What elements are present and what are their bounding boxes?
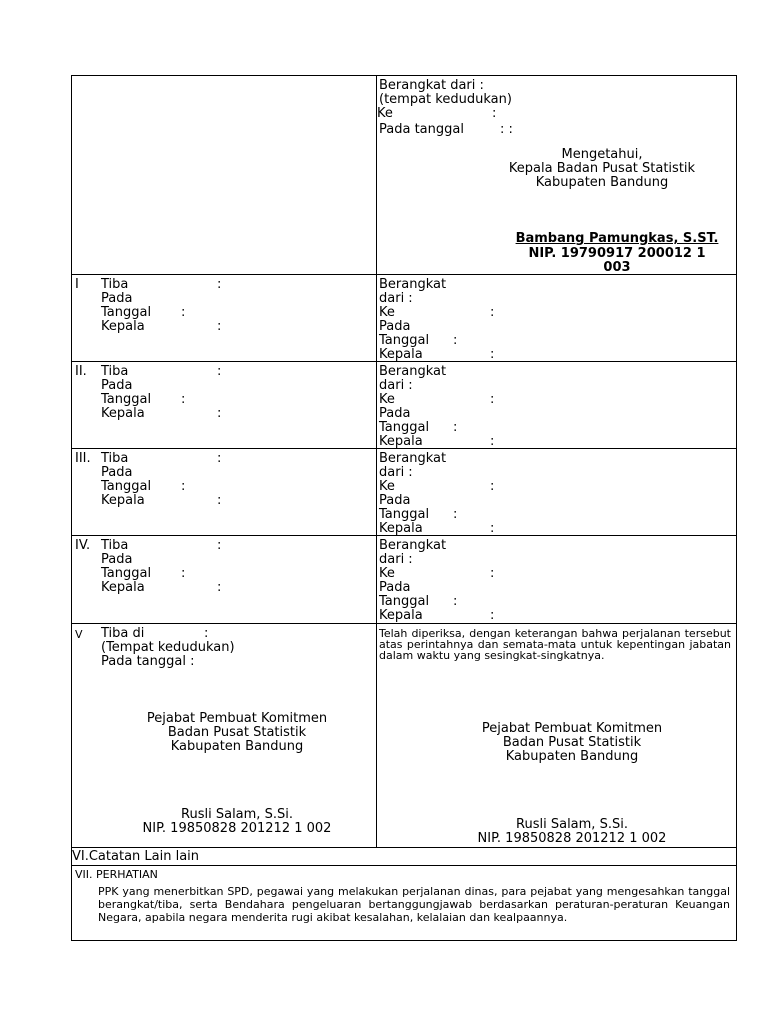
ke-colon: : xyxy=(490,392,495,407)
ke-label: Ke xyxy=(379,392,395,407)
kepala-label: Kepala xyxy=(101,319,145,334)
pada-label: Pada xyxy=(379,493,411,508)
pada-label: Pada xyxy=(101,378,133,393)
section-vi-row xyxy=(71,847,737,866)
section-v-left xyxy=(71,623,377,848)
jabatan-label: Kepala Badan Pusat Statistik xyxy=(508,161,696,176)
pada-label: Pada xyxy=(379,319,411,334)
pada-tanggal-colon: : : xyxy=(500,122,513,137)
perhatian-body: PPK yang menerbitkan SPD, pegawai yang melakukan perjalanan dinas, para pejabat yang mengesahkan tanggal berangkat/tiba, serta Bendahara pengeluaran bertanggungjawab berdasarkan peraturan-peraturan Keuangan Negara, apabila negara menderita rugi akibat kesalahan, kelalaian dan kealpaannya. xyxy=(98,885,730,924)
header-right-cell xyxy=(376,75,737,275)
tiba-label: Tiba xyxy=(101,364,129,379)
wilayah-label: Kabupaten Bandung xyxy=(170,739,304,754)
section-numeral: II. xyxy=(75,364,87,379)
signatory-name: Rusli Salam, S.Si. xyxy=(516,817,628,832)
keterangan-text: Telah diperiksa, dengan keterangan bahwa perjalanan tersebut atas perintahnya dan semata-mata untuk kepentingan jabatan dalam waktu yang sesingkat-singkatnya. xyxy=(379,627,731,662)
section-ii-right xyxy=(376,361,737,449)
dari-label: dari : xyxy=(379,465,413,480)
tanggal-label: Tanggal xyxy=(379,333,430,348)
section-iii-left xyxy=(71,448,377,536)
kepala-colon: : xyxy=(490,521,495,536)
berangkat-label: Berangkat xyxy=(379,277,447,292)
section-vii-row xyxy=(71,865,737,941)
dari-label: dari : xyxy=(379,291,413,306)
tanggal-colon: : xyxy=(453,594,458,609)
berangkat-dari-label: Berangkat dari : xyxy=(379,78,484,93)
tanggal-label: Tanggal xyxy=(379,507,430,522)
tempat-kedudukan-label: (Tempat kedudukan) xyxy=(101,640,235,655)
pada-label: Pada xyxy=(379,406,411,421)
kepala-colon: : xyxy=(217,406,222,421)
kepala-label: Kepala xyxy=(101,580,145,595)
instansi-label: Badan Pusat Statistik xyxy=(502,735,642,750)
tiba-colon: : xyxy=(217,451,222,466)
tanggal-colon: : xyxy=(453,507,458,522)
section-ii-left xyxy=(71,361,377,449)
wilayah-label: Kabupaten Bandung xyxy=(535,175,669,190)
section-numeral: III. xyxy=(75,451,91,466)
wilayah-label: Kabupaten Bandung xyxy=(505,749,639,764)
tanggal-colon: : xyxy=(453,420,458,435)
tempat-kedudukan-label: (tempat kedudukan) xyxy=(379,92,512,107)
kepala-label: Kepala xyxy=(101,406,145,421)
ke-label: Ke xyxy=(379,479,395,494)
kepala-label: Kepala xyxy=(379,608,423,623)
kepala-colon: : xyxy=(217,319,222,334)
ke-label: Ke xyxy=(379,305,395,320)
pada-tanggal-label: Pada tanggal xyxy=(379,122,464,137)
pada-label: Pada xyxy=(101,291,133,306)
tiba-colon: : xyxy=(217,538,222,553)
perhatian-title: VII. PERHATIAN xyxy=(75,868,158,881)
signatory-nip-line2: 003 xyxy=(603,260,631,275)
kepala-colon: : xyxy=(490,347,495,362)
ke-label: Ke xyxy=(377,106,393,121)
tiba-di-colon: : xyxy=(204,626,209,641)
catatan-label: VI.Catatan Lain lain xyxy=(72,849,200,864)
section-i-right xyxy=(376,274,737,362)
instansi-label: Badan Pusat Statistik xyxy=(167,725,307,740)
kepala-colon: : xyxy=(490,608,495,623)
tiba-label: Tiba xyxy=(101,451,129,466)
tiba-colon: : xyxy=(217,277,222,292)
pada-label: Pada xyxy=(101,465,133,480)
kepala-label: Kepala xyxy=(379,347,423,362)
ke-colon: : xyxy=(490,479,495,494)
tanggal-label: Tanggal xyxy=(379,420,430,435)
tanggal-colon: : xyxy=(181,566,186,581)
section-iv-left xyxy=(71,535,377,624)
kepala-label: Kepala xyxy=(379,521,423,536)
tiba-colon: : xyxy=(217,364,222,379)
tanggal-colon: : xyxy=(181,392,186,407)
tiba-label: Tiba xyxy=(101,538,129,553)
kepala-label: Kepala xyxy=(379,434,423,449)
dari-label: dari : xyxy=(379,378,413,393)
tiba-di-label: Tiba di xyxy=(101,626,145,641)
tanggal-label: Tanggal xyxy=(101,566,152,581)
pada-label: Pada xyxy=(101,552,133,567)
section-numeral: V xyxy=(75,628,83,641)
signatory-name: Bambang Pamungkas, S.ST. xyxy=(515,231,719,246)
signatory-nip: NIP. 19850828 201212 1 002 xyxy=(142,821,332,836)
section-numeral: I xyxy=(75,277,79,292)
section-iii-right xyxy=(376,448,737,536)
tanggal-label: Tanggal xyxy=(101,392,152,407)
berangkat-label: Berangkat xyxy=(379,364,447,379)
kepala-label: Kepala xyxy=(101,493,145,508)
section-v-right xyxy=(376,623,737,848)
signatory-name: Rusli Salam, S.Si. xyxy=(181,807,293,822)
signatory-nip: NIP. 19850828 201212 1 002 xyxy=(477,831,667,846)
section-i-left xyxy=(71,274,377,362)
header-left-cell xyxy=(71,75,377,275)
signatory-nip-line1: NIP. 19790917 200012 1 xyxy=(528,246,706,261)
tanggal-label: Tanggal xyxy=(101,305,152,320)
tanggal-colon: : xyxy=(453,333,458,348)
pada-label: Pada xyxy=(379,580,411,595)
tanggal-label: Tanggal xyxy=(379,594,430,609)
tiba-label: Tiba xyxy=(101,277,129,292)
section-iv-right xyxy=(376,535,737,624)
kepala-colon: : xyxy=(217,493,222,508)
section-numeral: IV. xyxy=(75,538,91,553)
dari-label: dari : xyxy=(379,552,413,567)
ke-colon: : xyxy=(490,566,495,581)
ke-colon: : xyxy=(490,305,495,320)
ke-label: Ke xyxy=(379,566,395,581)
berangkat-label: Berangkat xyxy=(379,451,447,466)
ke-colon: : xyxy=(492,106,497,121)
pada-tanggal-label: Pada tanggal : xyxy=(101,654,195,669)
mengetahui-label: Mengetahui, xyxy=(561,147,643,162)
kepala-colon: : xyxy=(490,434,495,449)
pejabat-label: Pejabat Pembuat Komitmen xyxy=(146,711,328,726)
pejabat-label: Pejabat Pembuat Komitmen xyxy=(481,721,663,736)
tanggal-colon: : xyxy=(181,305,186,320)
berangkat-label: Berangkat xyxy=(379,538,447,553)
tanggal-colon: : xyxy=(181,479,186,494)
tanggal-label: Tanggal xyxy=(101,479,152,494)
kepala-colon: : xyxy=(217,580,222,595)
